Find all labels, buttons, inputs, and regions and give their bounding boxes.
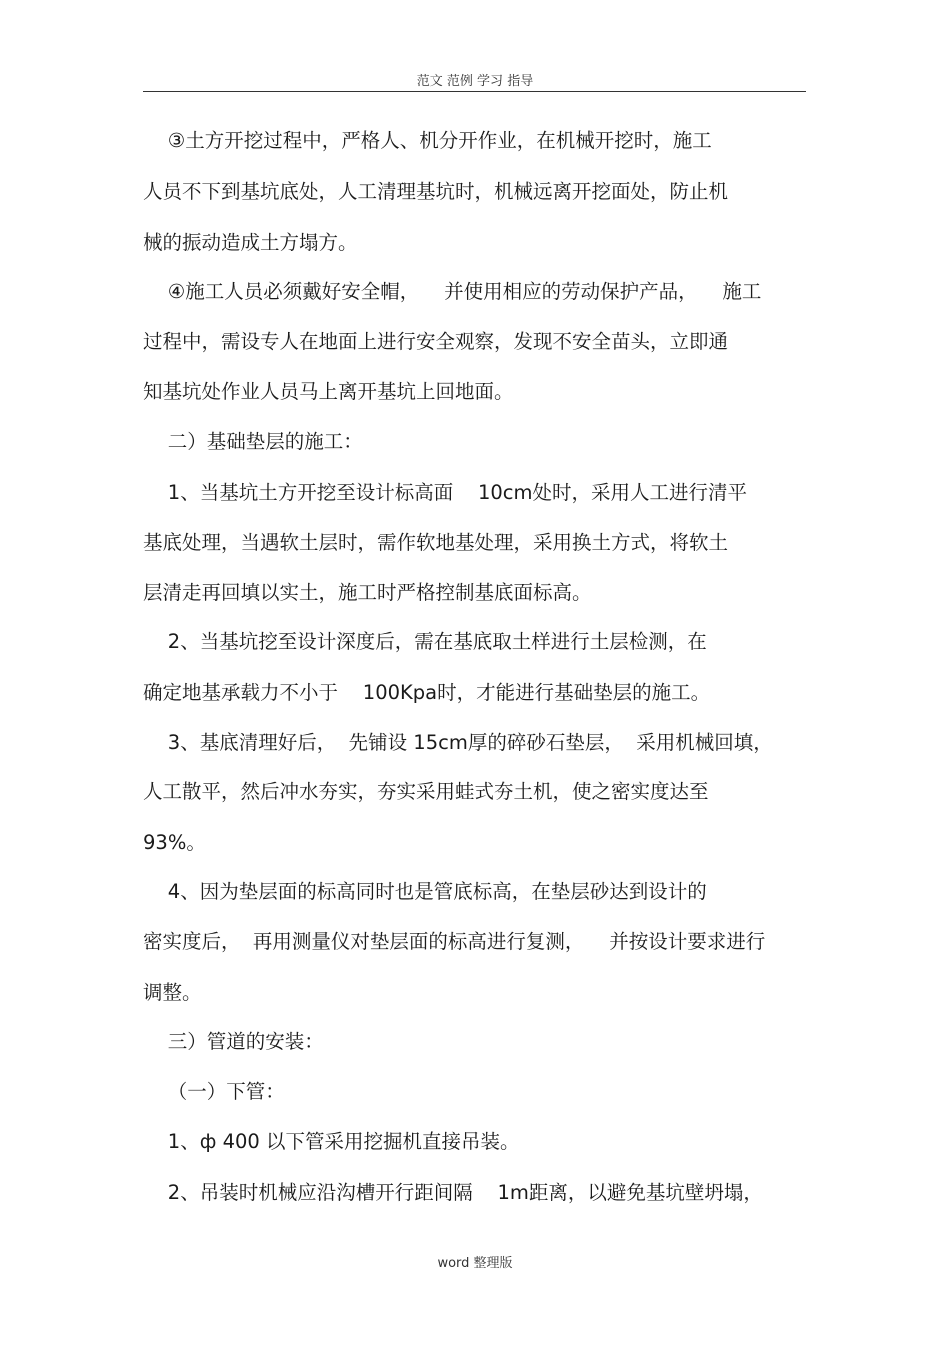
text-line: 人员不下到基坑底处，人工清理基坑时，机械远离开挖面处，防止机 [143, 180, 729, 203]
page-header: 范文 范例 学习 指导 [416, 74, 534, 89]
text-line: 确定地基承载力不小于 100Kpa时，才能进行基础垫层的施工。 [143, 681, 711, 704]
text-line: ④施工人员必须戴好安全帽， 并使用相应的劳动保护产品， 施工 [143, 280, 762, 303]
header-divider [143, 91, 806, 92]
text-line: 密实度后， 再用测量仪对垫层面的标高进行复测， 并按设计要求进行 [143, 930, 766, 953]
section-heading: 三）管道的安装： [143, 1030, 324, 1053]
text-line: 过程中，需设专人在地面上进行安全观察，发现不安全苗头，立即通 [143, 330, 729, 353]
text-line: 1、当基坑土方开挖至设计标高面 10cm处时，采用人工进行清平 [143, 481, 748, 504]
text-line: ③土方开挖过程中，严格人、机分开作业，在机械开挖时，施工 [143, 129, 712, 152]
text-line: 2、吊装时机械应沿沟槽开行距间隔 1m距离，以避免基坑壁坍塌， [143, 1181, 763, 1204]
text-line: 人工散平，然后冲水夯实，夯实采用蛙式夯土机，使之密实度达至 [143, 780, 709, 803]
text-line: 4、因为垫层面的标高同时也是管底标高，在垫层砂达到设计的 [143, 880, 707, 903]
page-footer: word 整理版 [437, 1256, 513, 1271]
text-line: 械的振动造成土方塌方。 [143, 231, 358, 254]
text-line: 1、ф 400 以下管采用挖掘机直接吊装。 [143, 1130, 520, 1153]
text-line: 调整。 [143, 981, 202, 1004]
section-heading: 二）基础垫层的施工： [143, 430, 363, 453]
text-line: 知基坑处作业人员马上离开基坑上回地面。 [143, 380, 514, 403]
text-line: 基底处理，当遇软土层时，需作软地基处理，采用换土方式，将软土 [143, 531, 729, 554]
subsection-heading: （一）下管： [143, 1080, 285, 1103]
text-line: 层清走再回填以实土，施工时严格控制基底面标高。 [143, 581, 592, 604]
text-line: 3、基底清理好后， 先铺设 15cm厚的碎砂石垫层， 采用机械回填， [143, 731, 773, 754]
text-line: 2、当基坑挖至设计深度后，需在基底取土样进行土层检测，在 [143, 630, 707, 653]
text-line: 93%。 [143, 831, 206, 854]
